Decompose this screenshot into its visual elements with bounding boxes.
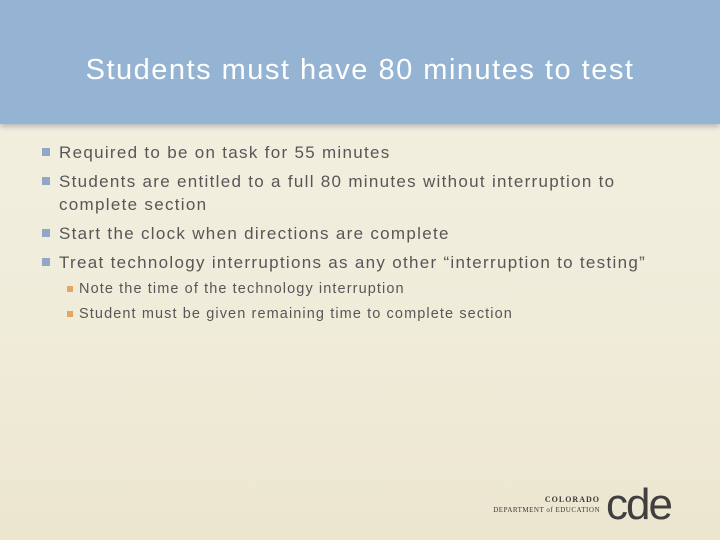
square-bullet-icon: [42, 258, 50, 266]
square-bullet-icon: [42, 177, 50, 185]
slide-title: Students must have 80 minutes to test: [85, 54, 635, 86]
square-bullet-icon: [42, 148, 50, 156]
logo-mark: cde: [606, 480, 671, 529]
bullet-list: [40, 141, 700, 331]
logo-wordmark: [486, 495, 600, 515]
sub-bullet-text: Note the time of the technology interruption: [79, 281, 405, 297]
sub-bullet-list: [59, 278, 700, 325]
bullet-text: Start the clock when directions are complete: [59, 224, 450, 243]
sub-bullet-text: Student must be given remaining time to complete section: [79, 306, 513, 322]
bullet-item: [40, 170, 700, 216]
bullet-text: Treat technology interruptions as any other “interruption to testing”: [59, 253, 647, 272]
square-sub-bullet-icon: [67, 311, 73, 317]
sub-bullet-item: [67, 303, 700, 325]
sub-bullet-item: [67, 278, 700, 300]
cde-logo: [486, 480, 696, 529]
logo-line-department: DEPARTMENT of EDUCATION: [493, 506, 600, 514]
square-bullet-icon: [42, 229, 50, 237]
bullet-text: Students are entitled to a full 80 minutes without interruption to complete section: [59, 172, 616, 214]
bullet-item: [40, 222, 700, 245]
logo-line-colorado: COLORADO: [544, 495, 600, 504]
bullet-text: Required to be on task for 55 minutes: [59, 143, 391, 162]
bullet-item: [40, 251, 700, 325]
square-sub-bullet-icon: [67, 286, 73, 292]
bullet-item: [40, 141, 700, 164]
